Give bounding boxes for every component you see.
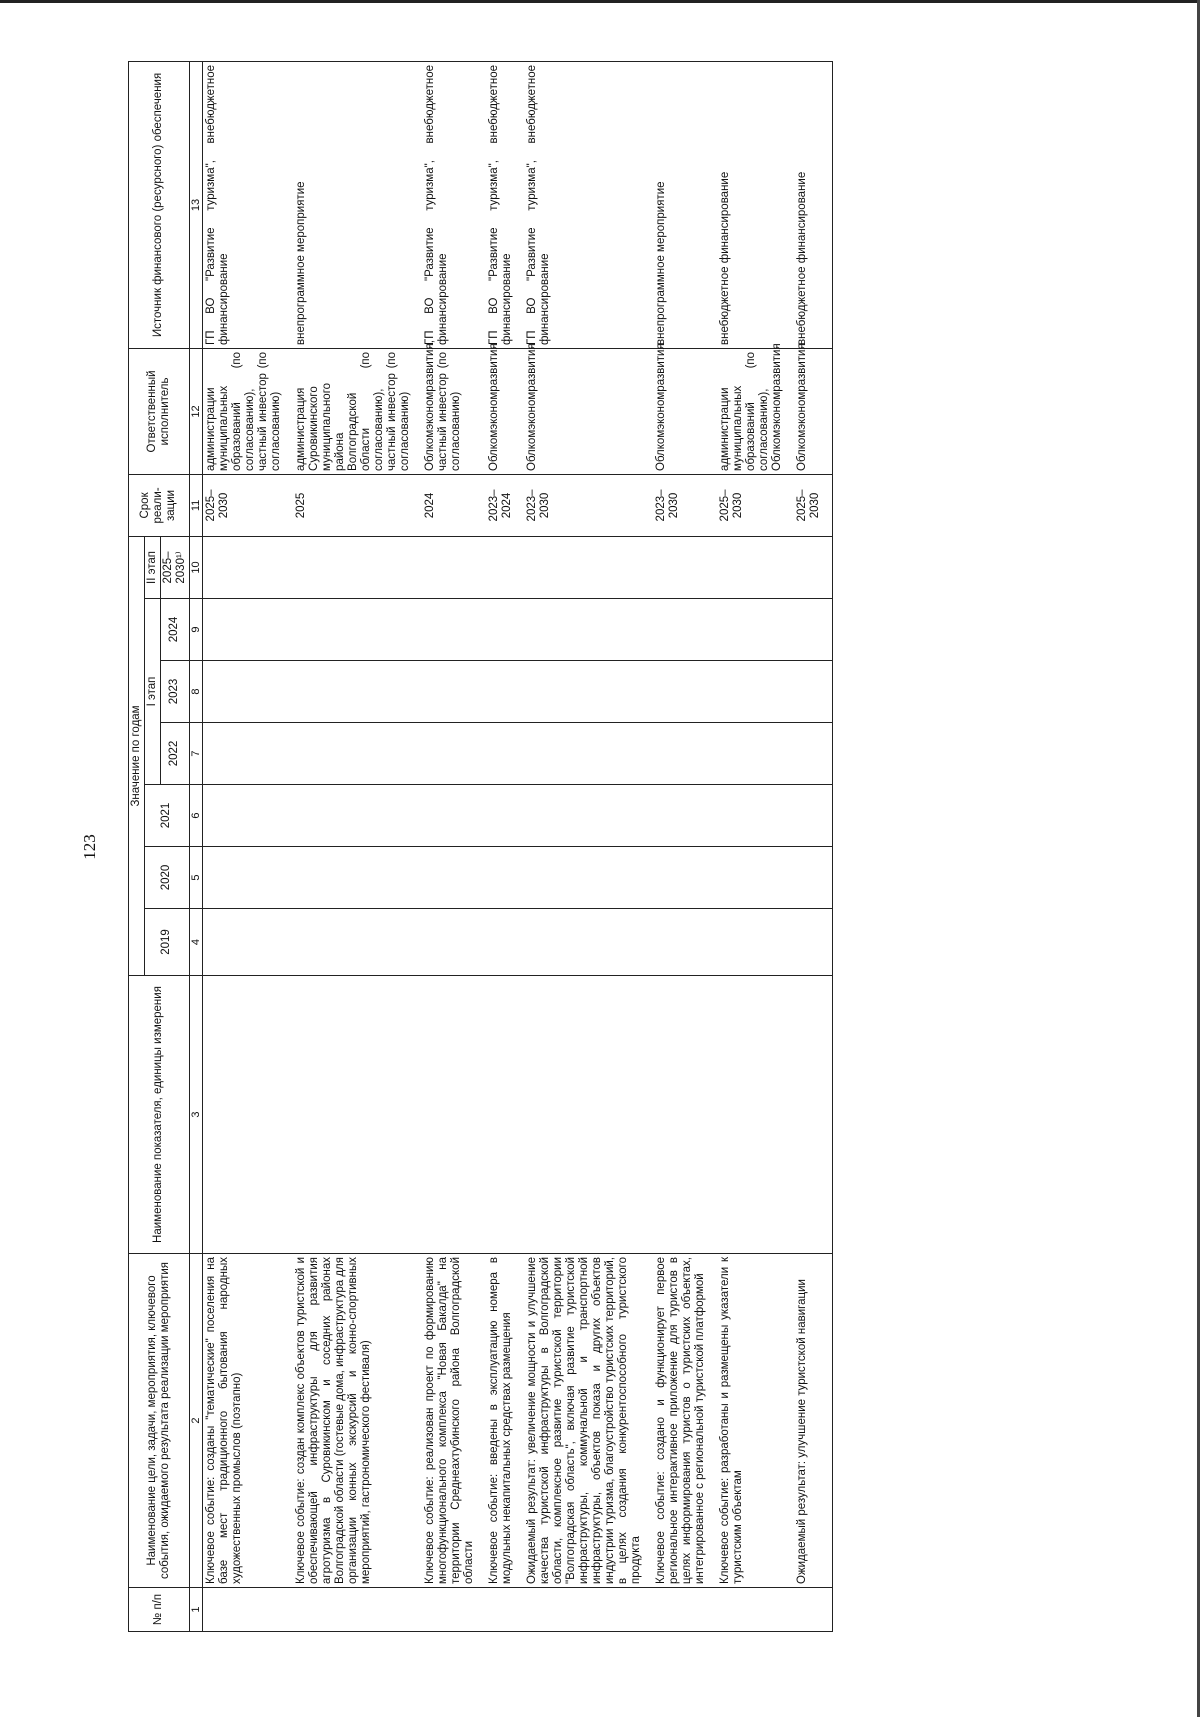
cell-value (653, 536, 717, 598)
column-number: 13 (189, 61, 202, 348)
cell-value (486, 847, 524, 909)
activities-table (128, 61, 833, 1632)
cell-value (524, 723, 653, 785)
header-term: Срок реали-зации (129, 474, 190, 536)
cell-value (486, 661, 524, 723)
cell-value (524, 536, 653, 598)
cell-source: внебюджетное финансирование (794, 61, 832, 348)
cell-value (203, 847, 293, 909)
cell-value (794, 536, 832, 598)
cell-num (794, 1588, 832, 1632)
cell-source: внепрограммное мероприятие (293, 61, 422, 348)
cell-value (203, 909, 293, 976)
cell-executor: Облкомэкономразвития (653, 348, 717, 474)
cell-source: ГП ВО "Развитие туризма", внебюджетное финансирование (422, 61, 486, 348)
cell-indicator (794, 976, 832, 1254)
cell-executor: Облкомэкономразвития, частный инвестор (по согласованию) (422, 348, 486, 474)
header-source: Источник финансового (ресурсного) обеспечения (129, 61, 190, 348)
cell-value (293, 599, 422, 661)
cell-name: Ключевое событие: реализован проект по формированию многофункционального комплекса "Новая Бакалда" на территории Среднеахтубинского района Волгоградской области (422, 1254, 486, 1588)
cell-value (653, 599, 717, 661)
cell-source: ГП ВО "Развитие туризма", внебюджетное финансирование (486, 61, 524, 348)
cell-executor: администрации муниципальных образований (по согласованию), Облкомэкономразвития (717, 348, 794, 474)
cell-value (422, 599, 486, 661)
cell-value (794, 785, 832, 847)
header-indicator: Наименование показателя, единицы измерения (129, 976, 190, 1254)
cell-value (486, 785, 524, 847)
cell-value (794, 909, 832, 976)
cell-value (422, 785, 486, 847)
header-2023: 2023 (160, 661, 189, 723)
cell-name: Ключевое событие: разработаны и размещены указатели к туристским объектам (717, 1254, 794, 1588)
cell-num (422, 1588, 486, 1632)
column-number: 6 (189, 785, 202, 847)
cell-source: ГП ВО "Развитие туризма", внебюджетное финансирование (524, 61, 653, 348)
cell-term: 2024 (422, 474, 486, 536)
cell-value (653, 785, 717, 847)
cell-num (653, 1588, 717, 1632)
cell-indicator (717, 976, 794, 1254)
table-row (794, 61, 832, 1631)
cell-term: 2023–2030 (524, 474, 653, 536)
cell-value (422, 909, 486, 976)
cell-term: 2025–2030 (717, 474, 794, 536)
cell-value (524, 909, 653, 976)
cell-value (486, 723, 524, 785)
header-values: Значение по годам (129, 536, 145, 975)
column-numbers-row (189, 61, 202, 1631)
cell-value (203, 599, 293, 661)
cell-value (717, 599, 794, 661)
cell-value (717, 536, 794, 598)
cell-value (717, 785, 794, 847)
header-2025-2030: 2025–2030¹⁾ (160, 536, 189, 598)
column-number: 3 (189, 976, 202, 1254)
table-row (293, 61, 422, 1631)
cell-num (203, 1588, 293, 1632)
header-2019: 2019 (144, 909, 189, 976)
cell-indicator (486, 976, 524, 1254)
column-number: 9 (189, 599, 202, 661)
cell-value (794, 847, 832, 909)
cell-value (717, 723, 794, 785)
cell-value (203, 661, 293, 723)
table-row (717, 61, 794, 1631)
cell-term: 2025–2030 (203, 474, 293, 536)
header-executor: Ответственный исполнитель (129, 348, 190, 474)
cell-value (524, 661, 653, 723)
cell-name: Ключевое событие: созданы "тематические" поселения на базе мест традиционного бытования народных художественных промыслов (поэтапно) (203, 1254, 293, 1588)
column-number: 10 (189, 536, 202, 598)
cell-value (422, 723, 486, 785)
cell-value (717, 661, 794, 723)
cell-executor: Облкомэкономразвития (794, 348, 832, 474)
cell-value (717, 909, 794, 976)
cell-term: 2025 (293, 474, 422, 536)
cell-indicator (203, 976, 293, 1254)
cell-value (794, 723, 832, 785)
cell-term: 2023–2024 (486, 474, 524, 536)
cell-value (293, 723, 422, 785)
cell-value (653, 723, 717, 785)
cell-value (422, 847, 486, 909)
header-stage-2: II этап (144, 536, 160, 598)
cell-name: Ключевое событие: введены в эксплуатацию номера в модульных некапитальных средствах размещения (486, 1254, 524, 1588)
cell-num (524, 1588, 653, 1632)
cell-value (293, 785, 422, 847)
page-number: 123 (80, 834, 99, 860)
cell-value (653, 661, 717, 723)
cell-name: Ожидаемый результат: улучшение туристской навигации (794, 1254, 832, 1588)
cell-indicator (524, 976, 653, 1254)
header-stage-1: I этап (144, 599, 160, 785)
cell-value (203, 723, 293, 785)
cell-value (653, 909, 717, 976)
cell-num (293, 1588, 422, 1632)
cell-name: Ключевое событие: создан комплекс объектов туристской и обеспечивающей инфраструктуры для развития агротуризма в Суровикинском и соседних районах Волгоградской области (гостевые дома, инфраструктура для организации конных экскурсий и конно-спортивных мероприятий, гастрономического фестиваля) (293, 1254, 422, 1588)
cell-num (486, 1588, 524, 1632)
column-number: 11 (189, 474, 202, 536)
column-number: 1 (189, 1588, 202, 1632)
cell-source: ГП ВО "Развитие туризма", внебюджетное финансирование (203, 61, 293, 348)
cell-value (717, 847, 794, 909)
table-row (422, 61, 486, 1631)
cell-name: Ключевое событие: создано и функционирует первое региональное интерактивное приложение для туристов в целях информирования туристов о туристских объектах, интегрированное с региональной туристской платформой (653, 1254, 717, 1588)
cell-value (486, 909, 524, 976)
cell-value (524, 847, 653, 909)
header-2022: 2022 (160, 723, 189, 785)
table-row (524, 61, 653, 1631)
cell-value (293, 909, 422, 976)
cell-name: Ожидаемый результат: увеличение мощности и улучшение качества туристской инфраструктуры в Волгоградской области, комплексное развитие туристской территории "Волгоградская область", включая развитие туристской инфраструктуры, коммунальной и транспортной инфраструктуры, объектов показа и других объектов индустрии туризма, благоустройство туристских территорий, в целях создания конкурентоспособного туристского продукта (524, 1254, 653, 1588)
cell-value (524, 599, 653, 661)
column-number: 12 (189, 348, 202, 474)
column-number: 7 (189, 723, 202, 785)
header-row-1 (129, 61, 145, 1631)
cell-value (203, 785, 293, 847)
column-number: 5 (189, 847, 202, 909)
cell-value (293, 661, 422, 723)
cell-value (422, 536, 486, 598)
cell-value (486, 599, 524, 661)
cell-executor: администрации муниципальных образований (по согласованию), частный инвестор (по согласованию) (203, 348, 293, 474)
cell-value (524, 785, 653, 847)
header-2021: 2021 (144, 785, 189, 847)
cell-value (794, 599, 832, 661)
table-row (486, 61, 524, 1631)
cell-value (486, 536, 524, 598)
header-num: № п/п (129, 1588, 190, 1632)
scan-edge-top (0, 0, 1200, 3)
cell-value (653, 847, 717, 909)
table-row (203, 61, 293, 1631)
rotated-page-content (68, 62, 1118, 1632)
table-row (653, 61, 717, 1631)
header-name: Наименование цели, задачи, мероприятия, ключевого события, ожидаемого результата реализации мероприятия (129, 1254, 190, 1588)
header-2020: 2020 (144, 847, 189, 909)
cell-executor: Облкомэкономразвития (486, 348, 524, 474)
cell-source: внебюджетное финансирование (717, 61, 794, 348)
cell-term: 2025–2030 (794, 474, 832, 536)
column-number: 4 (189, 909, 202, 976)
cell-executor: администрация Суровикинского муниципального района Волгоградской области (по согласованию), частный инвестор (по согласованию) (293, 348, 422, 474)
cell-value (293, 847, 422, 909)
cell-num (717, 1588, 794, 1632)
cell-indicator (422, 976, 486, 1254)
header-2024: 2024 (160, 599, 189, 661)
cell-executor: Облкомэкономразвития (524, 348, 653, 474)
column-number: 2 (189, 1254, 202, 1588)
cell-source: внепрограммное мероприятие (653, 61, 717, 348)
cell-term: 2023–2030 (653, 474, 717, 536)
cell-indicator (653, 976, 717, 1254)
cell-value (203, 536, 293, 598)
cell-value (293, 536, 422, 598)
column-number: 8 (189, 661, 202, 723)
cell-value (422, 661, 486, 723)
cell-value (794, 661, 832, 723)
cell-indicator (293, 976, 422, 1254)
